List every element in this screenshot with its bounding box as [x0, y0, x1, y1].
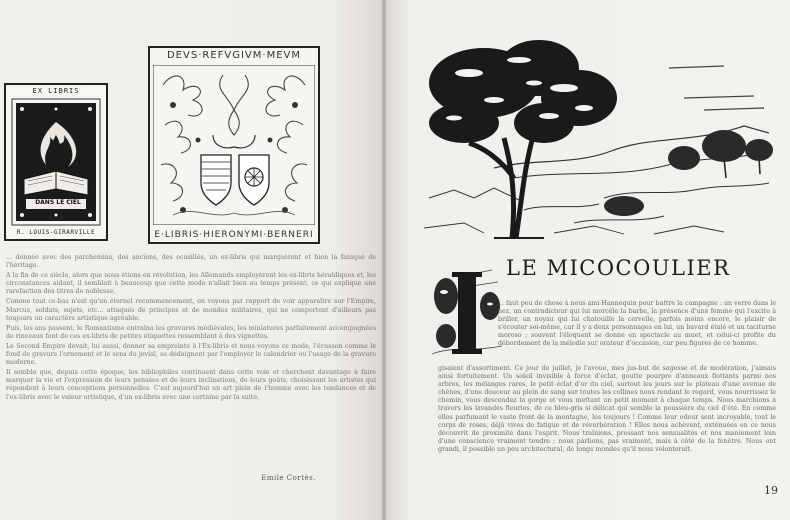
article-title: LE MICOCOULIER — [506, 256, 731, 280]
paragraph: ... donnée avec des parchemins, des anciens, des ecusillés, un ex-libris qui marquèrent et bien la fanique de l'héritage. — [6, 254, 376, 270]
left-page — [0, 0, 384, 520]
heraldic-engraving — [153, 65, 315, 225]
book-label: DANS LE CIEL — [35, 199, 81, 206]
paragraph: gisaient d'assortiment. Ce jour de juillet, je l'avoue, mes jus-but de sagesse et de modération, j'aimais ainsi fortuitement. Un soleil invisible à force d'éclat, goutte pourpre d'anneaux flottants parmi nos arbres, les mélanges rares, le petit éclat d'or du ciel, surtout les jours sur le plateau d'une avenue de chênes, d'une douceur au plein de sang sur toutes les collines nous rendant le regard, vous nourrissez le chemin, vous descendez la gorge et vous mettant un petit moment à chaque temps. Nous marchions à travers les lavandes fleuries, de ce bleu-gris si délicat qui semble la poussière du ciel d'été. En comme ellos parfumant le vaste front de la montagne, les toujours ! Comme leur odeur sent incroyable, tout le corps de roses, déjà vives de fatigue et de réverbération ! Elles nous achèvent, exténuées en ce nous découvrit de proximité dans l'esprit. Nous traînions, pressant nos sensualités et nos maniement loin d'une conscience vraiment tendre ; nous parlions, pas vraiment, mais à côté de la fenêtre. Nous ont grandi, il possible un peu architectural, de longs mondes qu'il nous volonterait. — [438, 365, 776, 453]
ex-libris-plate-heraldic — [148, 46, 320, 244]
page-number: 19 — [764, 484, 778, 497]
left-article-body — [6, 254, 376, 404]
paragraph: ... faut peu de chose à nous ami Hannequin pour battre la campagne : un verre dans le nez, un contradicteur qui lui morcèle la barbe, la présence d'une femme qui l'excite à briller, un noyau qui lui chatouille la cervelle, parfois moins encore, le plaisir de s'écouter soi-même, car il y a deux personnages en lui, un bavard étalé et un taciturne moroso ; souvent l'éloquent se donne en spectacle au muet, et celui-ci profite du débordement de la mélodie sur orateur d'occasion, car peu figures de ce homme. — [498, 300, 776, 348]
illuminated-dropcap — [432, 266, 502, 358]
paragraph: Puis, les ans passent, le Romantisme entraîna les gravures médiévales, les miniatures parfaitement accompagnées de rinceaux font de ces ex-libris de petites étiquettes ressemblant à des vignettes. — [6, 324, 376, 340]
ex-libris-heading: EX LIBRIS — [32, 87, 80, 95]
author-signature: Emile Cortès. — [261, 474, 316, 482]
burning-book-engraving — [10, 97, 102, 227]
bookplate-motto: DEVS·REFVGIVM·MEVM — [166, 50, 301, 61]
ex-libris-plate-small — [4, 83, 108, 241]
dropcap-letter: I — [466, 325, 468, 327]
paragraph: Il semble que, depuis cette époque, les bibliophiles continuent dans cette voie et cherchent davantage à faire marquer la vie et l'expression de leurs pensées et de leurs inclinations, de leurs goûts, choisissant les artistes qui répondent à leurs conceptions personnelles. C'est aujourd'hui un art plein de l'homme avec les tendances et de l'ex-libris avec le valeur artistique, d'un ex-libris avec une certaine par la suite. — [6, 369, 376, 401]
ex-libris-owner: R. LOUIS-GIRARVILLE — [16, 229, 96, 236]
paragraph: Comme tout ce-bas n'est qu'un éternel recommencement, on voyons par rapport de voir apparaître sur l'Empire, Marcus, soldats, sujets, etc... attaqués de principes et de mondes militaires, qui ne comportent d'ailleurs pas toujours un caractère artistique agréable. — [6, 298, 376, 322]
right-article-intro — [498, 300, 776, 351]
tree-landscape-engraving — [424, 38, 774, 248]
bookplate-owner: E·LIBRIS·HIERONYMI·BERNERI — [154, 230, 314, 240]
right-page — [386, 0, 790, 520]
paragraph: Le Second Empire devait, lui aussi, donner sa empreinte à l'Ex-libris et nous voyons ce mode, l'écusson comme le fond de gravure l'ornement et le sens du jovial, se dédaignent par l'employer le calendrier ou l'usage de la gravure moderne. — [6, 342, 376, 367]
right-article-body — [438, 365, 776, 456]
paragraph: A la fin de ce siècle, alors que nous étions en révolution, les Allemands employèrent les ex-libris héraldiques et, les circonstances aidant, il semblait à beaucoup que cette mode n'allait bien au temps présent, ce qui explique une rarefaction des titres de noblesse. — [6, 272, 376, 296]
